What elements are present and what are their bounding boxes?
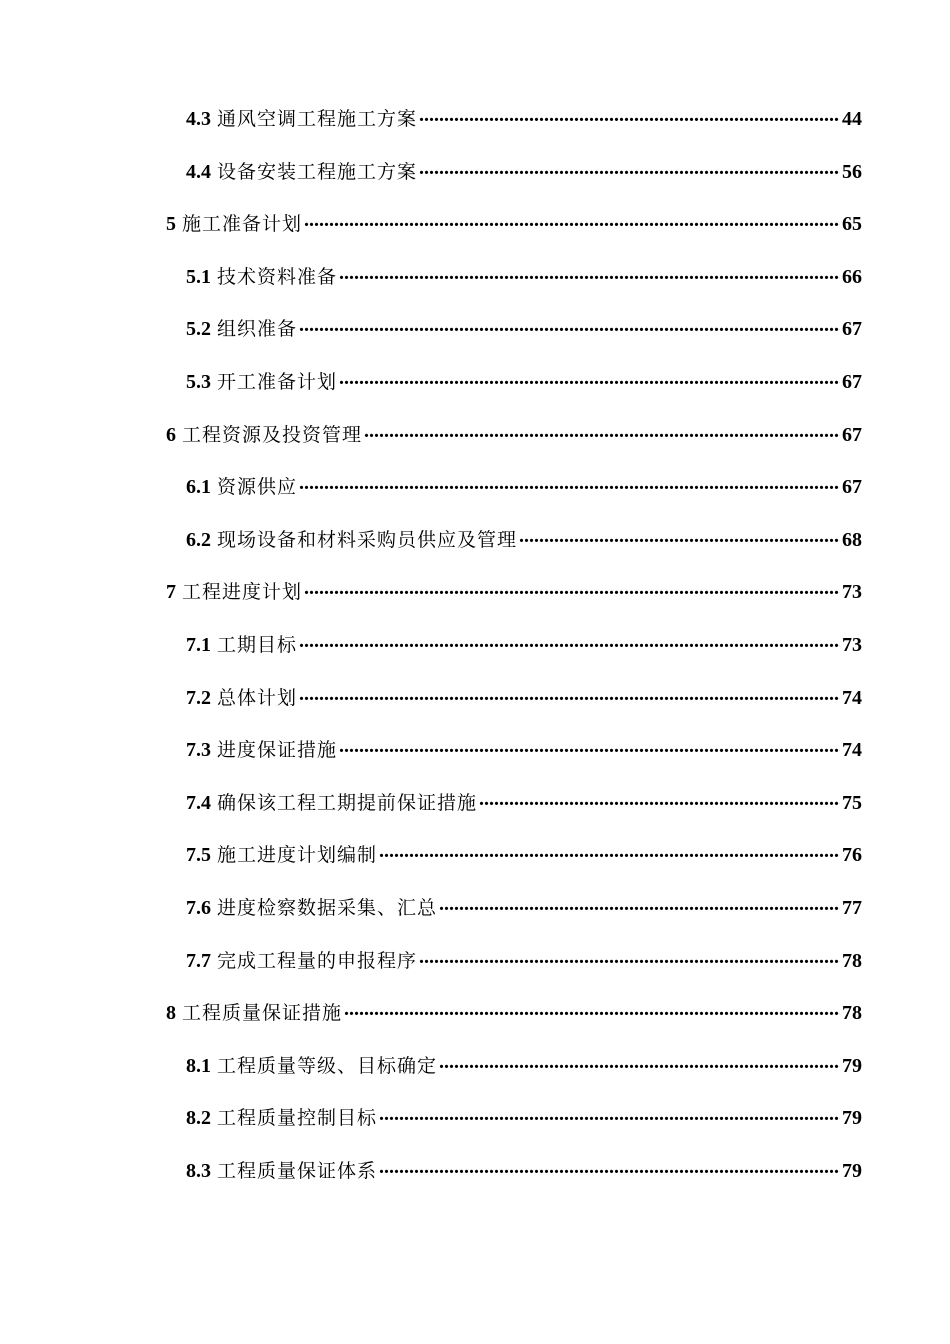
toc-entry-number: 5.1: [186, 265, 211, 288]
toc-entry-page-number: 67: [842, 476, 862, 499]
toc-entry[interactable]: [166, 998, 862, 1051]
toc-entry-title: 工程资源及投资管理: [182, 423, 363, 446]
toc-entry[interactable]: [166, 788, 862, 841]
toc-entry[interactable]: [166, 472, 862, 525]
toc-entry-page-number: 74: [842, 686, 862, 709]
toc-entry-number: 5.2: [186, 318, 211, 341]
toc-dot-leader: [299, 473, 840, 493]
toc-dot-leader: [339, 263, 840, 283]
toc-entry-number: 7.7: [186, 949, 211, 972]
toc-dot-leader: [479, 789, 840, 809]
toc-entry-page-number: 78: [842, 949, 862, 972]
toc-entry-number: 5.3: [186, 370, 211, 393]
toc-entry-title: 确保该工程工期提前保证措施: [217, 791, 478, 814]
toc-entry[interactable]: [166, 840, 862, 893]
toc-dot-leader: [344, 999, 840, 1019]
toc-entry[interactable]: [166, 1103, 862, 1156]
toc-entry-title: 通风空调工程施工方案: [217, 108, 418, 130]
toc-entry[interactable]: [166, 209, 862, 262]
toc-entry[interactable]: [166, 157, 862, 210]
toc-dot-leader: [419, 947, 840, 967]
toc-entry-number: 5: [166, 213, 176, 236]
toc-entry-page-number: 74: [842, 739, 862, 762]
toc-entry-page-number: 65: [842, 213, 862, 236]
toc-entry[interactable]: [166, 525, 862, 578]
toc-entry[interactable]: [166, 630, 862, 683]
toc-dot-leader: [299, 315, 840, 335]
toc-entry-number: 8: [166, 1002, 176, 1025]
toc-entry-page-number: 67: [842, 423, 862, 446]
toc-entry-number: 4.3: [186, 108, 211, 130]
toc-entry-title: 施工进度计划编制: [217, 844, 378, 867]
toc-entry-number: 4.4: [186, 160, 211, 183]
toc-entry-title: 工期目标: [217, 633, 298, 656]
toc-entry-number: 7.5: [186, 844, 211, 867]
toc-entry-page-number: 67: [842, 318, 862, 341]
toc-entry-page-number: 79: [842, 1054, 862, 1077]
toc-entry-title: 完成工程量的申报程序: [217, 949, 418, 972]
toc-entry-title: 资源供应: [217, 476, 298, 499]
table-of-contents: [166, 104, 862, 1208]
toc-dot-leader: [439, 894, 840, 914]
toc-entry-number: 8.1: [186, 1054, 211, 1077]
toc-entry-page-number: 76: [842, 844, 862, 867]
toc-entry[interactable]: [166, 367, 862, 420]
toc-dot-leader: [519, 526, 840, 546]
toc-entry-number: 7.1: [186, 633, 211, 656]
toc-entry-page-number: 44: [842, 108, 862, 130]
toc-entry-title: 工程质量保证体系: [217, 1159, 378, 1182]
toc-entry-title: 工程质量控制目标: [217, 1107, 378, 1130]
toc-dot-leader: [379, 841, 840, 861]
toc-entry-title: 施工准备计划: [182, 213, 303, 236]
toc-entry-number: 8.2: [186, 1107, 211, 1130]
toc-entry-title: 工程质量等级、目标确定: [217, 1054, 438, 1077]
toc-dot-leader: [379, 1104, 840, 1124]
toc-entry-title: 进度检察数据采集、汇总: [217, 896, 438, 919]
toc-entry[interactable]: [166, 314, 862, 367]
toc-entry[interactable]: [166, 420, 862, 473]
toc-entry-title: 设备安装工程施工方案: [217, 160, 418, 183]
toc-dot-leader: [419, 105, 840, 125]
toc-entry-number: 7: [166, 581, 176, 604]
toc-entry[interactable]: [166, 577, 862, 630]
toc-entry-title: 工程质量保证措施: [182, 1002, 343, 1025]
toc-entry-title: 现场设备和材料采购员供应及管理: [217, 528, 518, 551]
toc-entry-page-number: 56: [842, 160, 862, 183]
toc-entry-page-number: 78: [842, 1002, 862, 1025]
toc-entry-page-number: 66: [842, 265, 862, 288]
toc-dot-leader: [339, 736, 840, 756]
toc-entry-number: 8.3: [186, 1159, 211, 1182]
toc-entry[interactable]: [166, 683, 862, 736]
toc-entry-title: 技术资料准备: [217, 265, 338, 288]
toc-entry-number: 6: [166, 423, 176, 446]
toc-entry-number: 7.2: [186, 686, 211, 709]
toc-entry-number: 7.3: [186, 739, 211, 762]
toc-entry-page-number: 73: [842, 581, 862, 604]
toc-entry-title: 工程进度计划: [182, 581, 303, 604]
toc-entry-title: 进度保证措施: [217, 739, 338, 762]
toc-entry-title: 总体计划: [217, 686, 298, 709]
toc-entry-number: 6.2: [186, 528, 211, 551]
toc-entry-page-number: 67: [842, 370, 862, 393]
toc-dot-leader: [299, 684, 840, 704]
toc-entry-page-number: 79: [842, 1159, 862, 1182]
toc-entry[interactable]: [166, 735, 862, 788]
toc-dot-leader: [299, 631, 840, 651]
toc-entry[interactable]: [166, 1156, 862, 1209]
toc-entry-number: 6.1: [186, 476, 211, 499]
toc-entry-page-number: 79: [842, 1107, 862, 1130]
toc-entry[interactable]: [166, 104, 862, 157]
toc-entry-page-number: 77: [842, 896, 862, 919]
toc-entry[interactable]: [166, 946, 862, 999]
toc-entry-title: 组织准备: [217, 318, 298, 341]
toc-dot-leader: [379, 1157, 840, 1177]
toc-entry[interactable]: [166, 262, 862, 315]
toc-entry-page-number: 68: [842, 528, 862, 551]
toc-entry-title: 开工准备计划: [217, 370, 338, 393]
toc-entry-page-number: 73: [842, 633, 862, 656]
toc-entry-number: 7.4: [186, 791, 211, 814]
toc-entry[interactable]: [166, 893, 862, 946]
toc-entry[interactable]: [166, 1051, 862, 1104]
toc-dot-leader: [364, 421, 840, 441]
toc-dot-leader: [439, 1052, 840, 1072]
toc-entry-page-number: 75: [842, 791, 862, 814]
toc-dot-leader: [339, 368, 840, 388]
toc-dot-leader: [304, 210, 840, 230]
toc-dot-leader: [304, 578, 840, 598]
toc-entry-number: 7.6: [186, 896, 211, 919]
toc-dot-leader: [419, 158, 840, 178]
